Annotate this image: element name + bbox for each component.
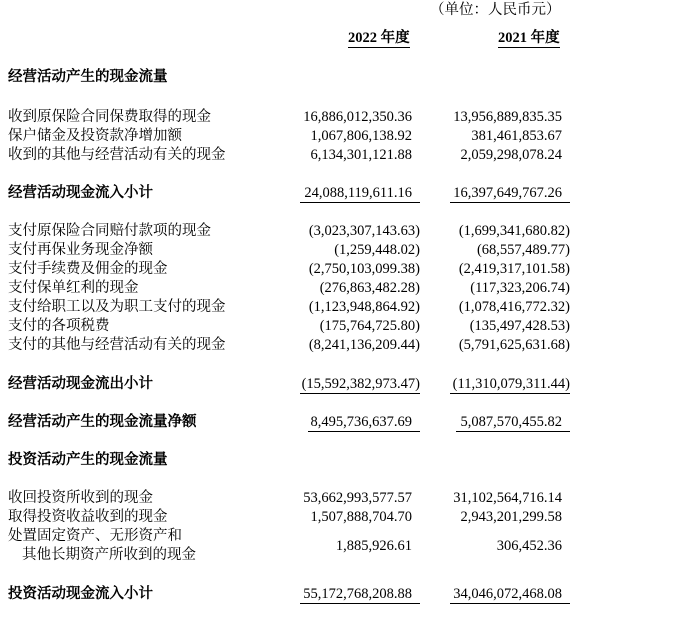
- value-2022: (1,259,448.02): [334, 242, 420, 258]
- net-row: [0, 413, 700, 432]
- table-row: [0, 508, 700, 527]
- value-2022: 53,662,993,577.57: [303, 490, 412, 506]
- unit-note: （单位：人民币元）: [430, 2, 561, 18]
- table-row: [0, 336, 700, 355]
- section-operating: [0, 68, 700, 87]
- value-2021: 34,046,072,468.08: [453, 586, 562, 602]
- value-2022: 55,172,768,208.88: [303, 586, 412, 602]
- value-2022: (15,592,382,973.47): [301, 376, 420, 392]
- row-label-continued: 其他长期资产所收到的现金: [22, 547, 196, 563]
- row-label: 支付的其他与经营活动有关的现金: [8, 337, 226, 353]
- value-2022: (8,241,136,209.44): [308, 337, 420, 353]
- value-2021: 381,461,853.67: [471, 128, 562, 144]
- value-2022: 16,886,012,350.36: [303, 109, 412, 125]
- value-2021: (1,078,416,772.32): [458, 299, 570, 315]
- row-label: 处置固定资产、无形资产和: [8, 528, 182, 544]
- table-row: [0, 527, 700, 565]
- value-2021: (5,791,625,631.68): [458, 337, 570, 353]
- table-row: [0, 317, 700, 336]
- row-label: 经营活动产生的现金流量净额: [8, 414, 197, 430]
- table-row: [0, 146, 700, 165]
- value-2021: 31,102,564,716.14: [453, 490, 562, 506]
- value-2021: 306,452.36: [496, 538, 562, 554]
- value-2021: 5,087,570,455.82: [460, 414, 562, 430]
- table-row: [0, 279, 700, 298]
- value-2021: 2,059,298,078.24: [460, 147, 562, 163]
- column-header-2022: 2022 年度: [348, 30, 410, 46]
- value-2021: (1,699,341,680.82): [458, 223, 570, 239]
- value-2022: (2,750,103,099.38): [308, 261, 420, 277]
- value-2022: (175,764,725.80): [319, 318, 420, 334]
- value-2022: (1,123,948,864.92): [308, 299, 420, 315]
- subtotal-row: [0, 184, 700, 203]
- value-2021: 2,943,201,299.58: [460, 509, 562, 525]
- row-label: 支付保单红利的现金: [8, 280, 139, 296]
- table-row: [0, 298, 700, 317]
- value-2022: (276,863,482.28): [319, 280, 420, 296]
- table-row: [0, 108, 700, 127]
- row-label: 投资活动现金流入小计: [8, 586, 153, 602]
- row-label: 收到原保险合同保费取得的现金: [8, 109, 211, 125]
- value-2022: 6,134,301,121.88: [310, 147, 412, 163]
- subtotal-row: [0, 585, 700, 604]
- value-2022: 1,885,926.61: [335, 538, 412, 554]
- value-2022: 8,495,736,637.69: [310, 414, 412, 430]
- value-2022: 1,507,888,704.70: [310, 509, 412, 525]
- row-label: 支付原保险合同赔付款项的现金: [8, 223, 211, 239]
- value-2022: 1,067,806,138.92: [310, 128, 412, 144]
- row-label: 收回投资所收到的现金: [8, 490, 153, 506]
- section-title: 经营活动产生的现金流量: [8, 69, 168, 85]
- row-label: 支付再保业务现金净额: [8, 242, 153, 258]
- row-label: 支付的各项税费: [8, 318, 110, 334]
- column-header-2021: 2021 年度: [498, 30, 560, 46]
- subtotal-row: [0, 375, 700, 394]
- row-label: 经营活动现金流入小计: [8, 185, 153, 201]
- section-title: 投资活动产生的现金流量: [8, 452, 168, 468]
- row-label: 支付给职工以及为职工支付的现金: [8, 299, 226, 315]
- value-2021: (135,497,428.53): [469, 318, 570, 334]
- value-2021: (117,323,206.74): [470, 280, 570, 296]
- row-label: 保户储金及投资款净增加额: [8, 128, 182, 144]
- value-2021: (68,557,489.77): [476, 242, 570, 258]
- row-label: 支付手续费及佣金的现金: [8, 261, 168, 277]
- table-row: [0, 260, 700, 279]
- value-2022: (3,023,307,143.63): [308, 223, 420, 239]
- row-label: 经营活动现金流出小计: [8, 376, 153, 392]
- value-2021: (2,419,317,101.58): [458, 261, 570, 277]
- value-2021: 13,956,889,835.35: [453, 109, 562, 125]
- row-label: 收到的其他与经营活动有关的现金: [8, 147, 226, 163]
- section-investing: [0, 451, 700, 470]
- value-2021: 16,397,649,767.26: [453, 185, 562, 201]
- value-2022: 24,088,119,611.16: [304, 185, 412, 201]
- table-row: [0, 241, 700, 260]
- table-row: [0, 127, 700, 146]
- table-row: [0, 222, 700, 241]
- row-label: 取得投资收益收到的现金: [8, 509, 168, 525]
- value-2021: (11,310,079,311.44): [452, 376, 570, 392]
- table-row: [0, 489, 700, 508]
